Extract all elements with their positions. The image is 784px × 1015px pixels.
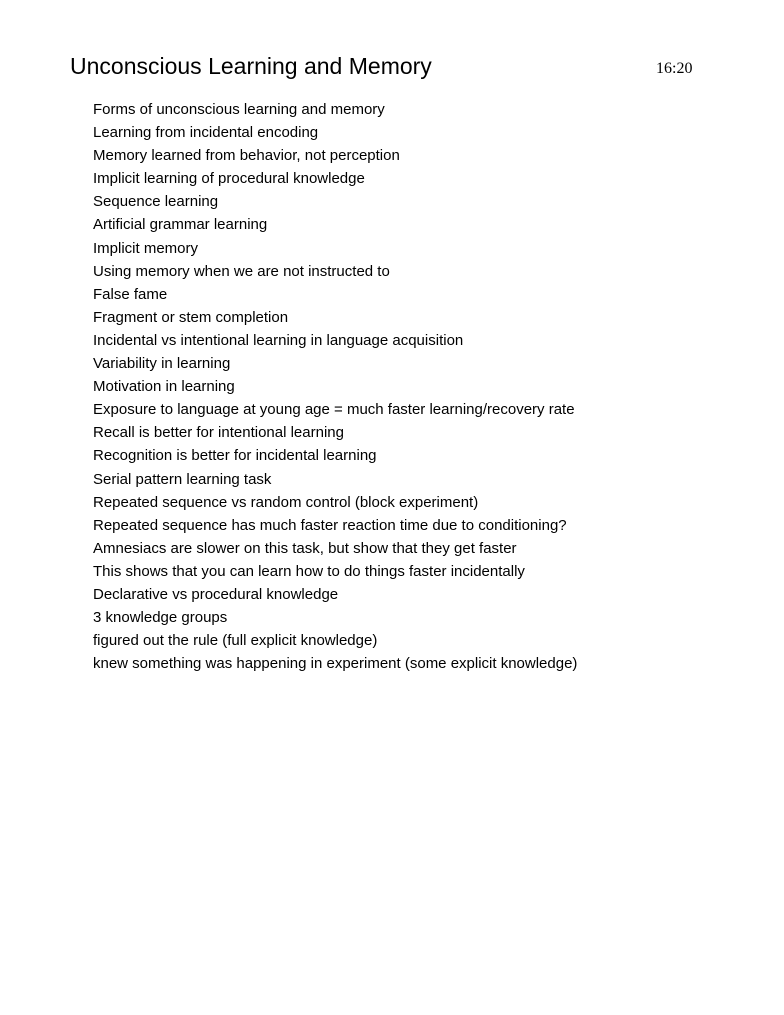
note-line: Artificial grammar learning: [93, 216, 268, 234]
note-line: Declarative vs procedural knowledge: [93, 585, 339, 603]
note-line: False fame: [93, 285, 168, 303]
note-line: Amnesiacs are slower on this task, but show that they get faster: [93, 539, 517, 557]
timestamp: 16:20: [656, 60, 693, 77]
note-line: Recognition is better for incidental learning: [93, 447, 377, 465]
note-line: 3 knowledge groups: [93, 609, 228, 627]
note-line: Incidental vs intentional learning in language acquisition: [93, 331, 464, 349]
note-line: Implicit learning of procedural knowledge: [93, 170, 365, 188]
note-line: Repeated sequence has much faster reaction time due to conditioning?: [93, 516, 567, 534]
note-line: Learning from incidental encoding: [93, 124, 319, 142]
note-line: Sequence learning: [93, 193, 219, 211]
notes-list: [93, 98, 577, 675]
note-line: Fragment or stem completion: [93, 308, 289, 326]
note-line: Memory learned from behavior, not perception: [93, 147, 400, 165]
note-line: Variability in learning: [93, 355, 231, 373]
page-title: Unconscious Learning and Memory: [70, 53, 432, 79]
note-line: This shows that you can learn how to do things faster incidentally: [93, 562, 525, 580]
note-line: Motivation in learning: [93, 378, 235, 396]
note-line: knew something was happening in experiment (some explicit knowledge): [93, 655, 578, 673]
note-line: Exposure to language at young age = much faster learning/recovery rate: [93, 401, 575, 419]
note-line: Repeated sequence vs random control (block experiment): [93, 493, 479, 511]
note-line: figured out the rule (full explicit knowledge): [93, 632, 378, 650]
note-line: Recall is better for intentional learning: [93, 424, 344, 442]
note-line: Forms of unconscious learning and memory: [93, 101, 385, 118]
note-line: Using memory when we are not instructed to: [93, 262, 390, 280]
note-line: Implicit memory: [93, 239, 199, 257]
note-line: Serial pattern learning task: [93, 470, 272, 488]
